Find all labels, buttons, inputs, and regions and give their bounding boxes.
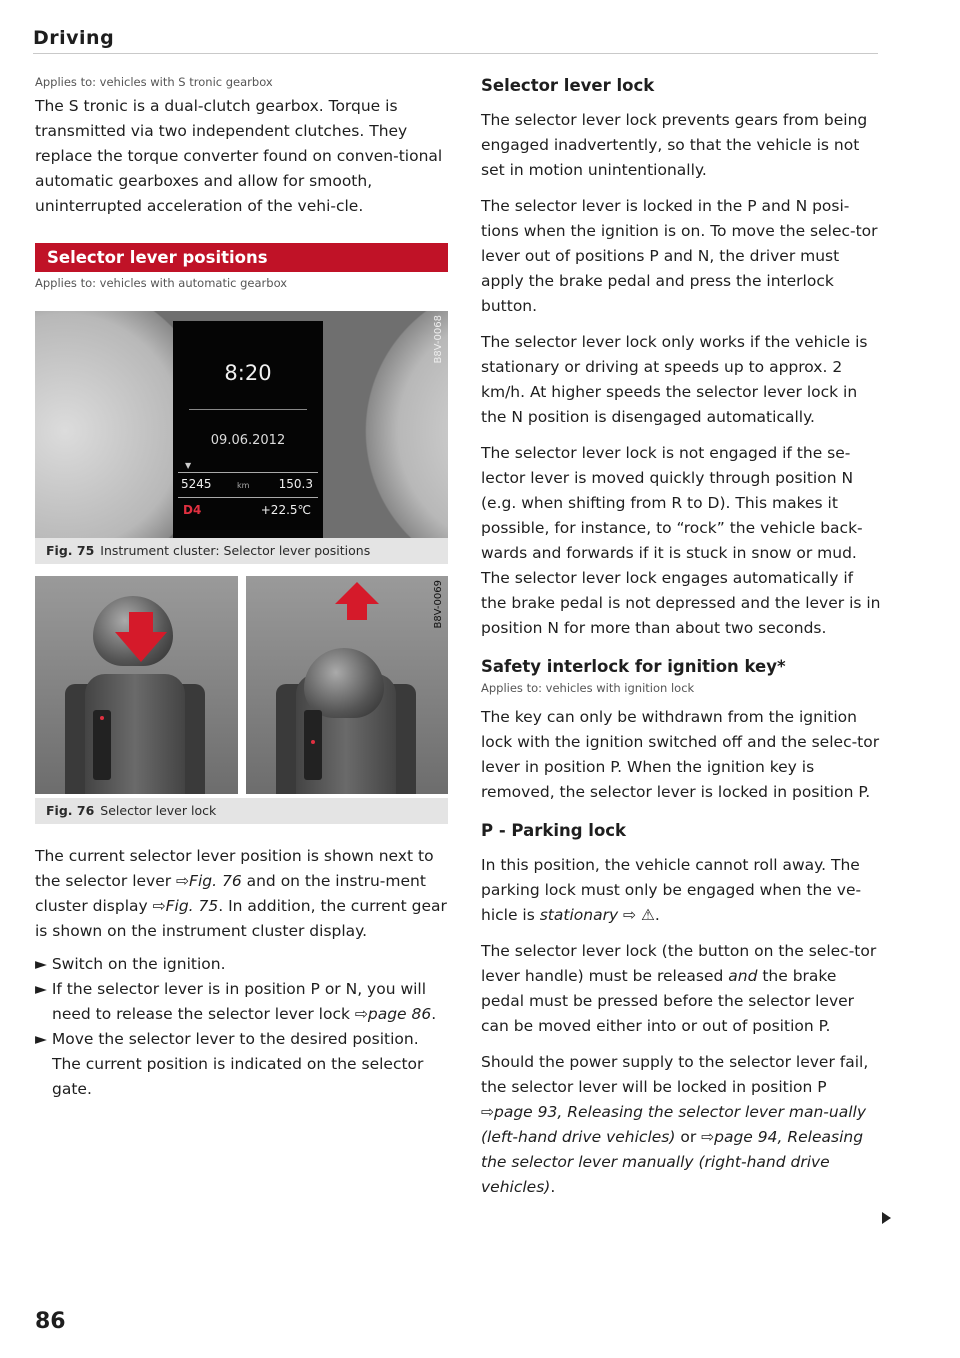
text-run: the brake pedal must be pressed before the selector lever can be moved either into or out of position P.: [481, 967, 855, 1035]
instrument-cluster-image: [35, 311, 448, 538]
text-run: Should the power supply to the selector lever fail, the selector lever will be locked in position P ⇨: [481, 1053, 869, 1121]
figure-caption-text: Instrument cluster: Selector lever positions: [100, 543, 371, 558]
figure-76: [35, 576, 448, 824]
figure-label: Fig. 76: [46, 803, 95, 818]
figure-75: [35, 311, 448, 564]
text-run: The current selector lever position is shown next to the selector lever ⇨: [35, 847, 434, 890]
page-header: [33, 26, 878, 54]
position-paragraph: [35, 844, 448, 944]
text-run: The selector lever lock (the button on the selec-tor lever handle) must be released: [481, 942, 877, 985]
right-column: [481, 74, 881, 1200]
lock-paragraph: The selector lever lock is not engaged if the se-lector lever is moved quickly through position N (e.g. when shifting from R to D). This makes it possible, for instance, to “rock” the vehicle back-wards and forwards if it is stuck in snow or mud. The selector lever lock engages automatically if the brake pedal is not depressed and the lever is in position N for more than about two seconds.: [481, 444, 881, 637]
display-trip: 150.3: [278, 477, 313, 491]
lock-heading: Selector lever lock: [481, 76, 655, 95]
lever-panel-right: [246, 576, 448, 794]
lever-knob: [304, 648, 384, 718]
triangle-down-icon: ▼: [185, 461, 192, 470]
page-ref[interactable]: page 94, Releasing the selector lever manually (right-hand drive vehicles): [481, 1128, 864, 1196]
left-column: [35, 74, 448, 1102]
parking-paragraph: [481, 853, 881, 928]
text-run: .: [550, 1178, 556, 1196]
arrow-up-icon: [335, 582, 379, 604]
step-item: [35, 977, 448, 1027]
interlock-heading: Safety interlock for ignition key*: [481, 657, 786, 676]
text-run: .: [431, 1005, 437, 1023]
page-number: 86: [35, 1309, 66, 1334]
continue-arrow-icon: [882, 1212, 891, 1224]
figure-code: B8V-0068: [433, 315, 444, 364]
warning-ref[interactable]: ⇨ ⚠.: [618, 906, 660, 924]
figure-ref-75[interactable]: Fig. 75: [165, 897, 219, 915]
display-odometer: 5245: [181, 477, 212, 491]
page-ref[interactable]: page 86: [367, 1005, 432, 1023]
figure-code: B8V-0069: [433, 580, 444, 629]
figure-caption: [35, 798, 448, 824]
lock-paragraph: The selector lever lock only works if the vehicle is stationary or driving at speeds up to approx. 2 km/h. At higher speeds the selector lever lock in the N position is disengaged automatically.: [481, 333, 868, 426]
display-gear: D4: [183, 503, 202, 517]
selector-gate: [304, 710, 322, 780]
emphasis: and: [728, 967, 758, 985]
header-title: Driving: [33, 27, 115, 49]
selector-lever-image: [35, 576, 448, 794]
emphasis: stationary: [539, 906, 619, 924]
arrow-down-icon: [129, 612, 153, 634]
lever-panel-left: [35, 576, 238, 794]
intro-text: The S tronic is a dual-clutch gearbox. Torque is transmitted via two independent clutches. They replace the torque converter found on conven-tional automatic gearboxes and allow for smooth, uninterrupted acceleration of the vehi-cle.: [35, 97, 443, 215]
section-applies: Applies to: vehicles with automatic gearbox: [35, 276, 288, 290]
text-run: or ⇨: [675, 1128, 715, 1146]
selector-gate: [93, 710, 111, 780]
display-divider: [178, 497, 318, 498]
parking-paragraph: [481, 1050, 881, 1200]
text-run: ► If the selector lever is in position P or N, you will need to release the selector lever lock ⇨: [35, 980, 427, 1023]
arrow-up-icon: [347, 604, 367, 620]
gate-indicator: [311, 740, 315, 744]
interlock-applies: Applies to: vehicles with ignition lock: [481, 681, 695, 695]
figure-ref-76[interactable]: Fig. 76: [189, 872, 242, 890]
lock-paragraph: The selector lever lock prevents gears from being engaged inadvertently, so that the vehicle is not set in motion unintentionally.: [481, 111, 868, 179]
display-odometer-unit: km: [237, 481, 250, 490]
text-run: . In addition, the current gear is shown on the instrument cluster display.: [35, 897, 447, 940]
step-item: ► Switch on the ignition.: [35, 955, 226, 973]
intro-applies: Applies to: vehicles with S tronic gearbox: [35, 75, 273, 89]
parking-heading: P - Parking lock: [481, 821, 627, 840]
text-run: and on the instru-ment cluster display ⇨: [35, 872, 426, 915]
display-divider: [189, 409, 307, 410]
display-date: 09.06.2012: [210, 433, 286, 448]
display-divider: [178, 472, 318, 473]
figure-label: Fig. 75: [46, 543, 95, 558]
arrow-down-icon: [115, 632, 167, 662]
text-run: In this position, the vehicle cannot roll away. The parking lock must only be engaged when the ve-hicle is: [481, 856, 862, 924]
page-ref[interactable]: page 93, Releasing the selector lever man-ually (left-hand drive vehicles): [481, 1103, 867, 1146]
figure-caption-text: Selector lever lock: [100, 803, 217, 818]
display-time: 8:20: [224, 361, 272, 385]
display-temperature: +22.5℃: [260, 503, 311, 517]
step-item: ► Move the selector lever to the desired position. The current position is indicated on the selector gate.: [35, 1030, 424, 1098]
section-title: Selector lever positions: [35, 243, 448, 272]
gate-indicator: [100, 716, 104, 720]
lock-paragraph: The selector lever is locked in the P and N posi-tions when the ignition is on. To move the selec-tor lever out of positions P and N, the driver must apply the brake pedal and press the interlock button.: [481, 197, 878, 315]
cluster-display: [173, 321, 323, 538]
figure-caption: [35, 538, 448, 564]
parking-paragraph: [481, 939, 881, 1039]
interlock-paragraph: The key can only be withdrawn from the ignition lock with the ignition switched off and the selec-tor lever in position P. When the ignition key is removed, the selector lever is locked in position P.: [481, 708, 880, 801]
